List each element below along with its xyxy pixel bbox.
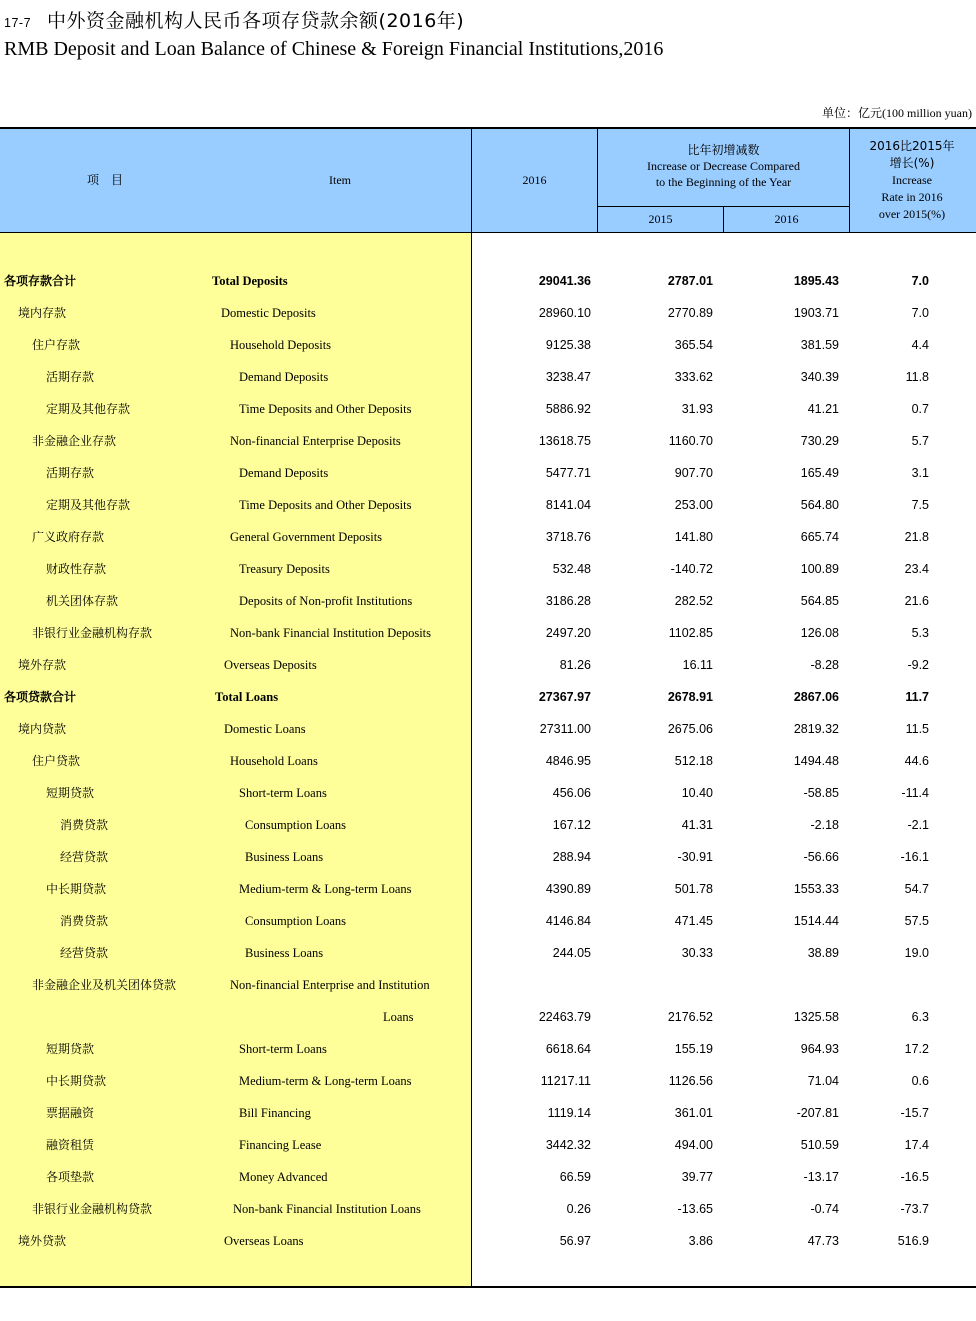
row-label-en: Domestic Loans <box>224 722 306 736</box>
row-label-cn: 各项贷款合计 <box>4 690 77 704</box>
change-2016: 100.89 <box>800 562 839 576</box>
row-label-en: Medium-term & Long-term Loans <box>239 1074 412 1088</box>
change-2015: 16.11 <box>682 658 713 672</box>
value-2016: 28960.10 <box>538 306 591 320</box>
table-row <box>0 489 976 521</box>
row-label-en: Household Deposits <box>230 338 332 352</box>
row-label-en: Demand Deposits <box>239 370 329 384</box>
growth-rate: -11.4 <box>901 786 929 800</box>
change-2015: 30.33 <box>681 946 713 960</box>
row-label-cn: 各项垫款 <box>46 1170 95 1184</box>
table-row <box>0 553 976 585</box>
row-label-cn: 财政性存款 <box>46 562 107 576</box>
change-2016: 730.29 <box>800 434 839 448</box>
table-row <box>0 457 976 489</box>
value-2016: 27311.00 <box>539 722 591 736</box>
change-2016: 1903.71 <box>793 306 839 320</box>
value-2016: 0.26 <box>566 1202 591 1216</box>
row-label-cn: 活期存款 <box>46 370 95 384</box>
change-2015: 1160.70 <box>668 434 713 448</box>
table-row <box>0 425 976 457</box>
header-item-cn: 项 目 <box>86 173 123 187</box>
growth-rate: 7.5 <box>911 498 929 512</box>
row-label-en: Bill Financing <box>239 1106 311 1120</box>
growth-rate: 11.7 <box>905 690 929 704</box>
bottom-rule <box>0 1286 976 1288</box>
value-2016: 29041.36 <box>538 274 591 288</box>
row-label-en: Overseas Deposits <box>224 658 317 672</box>
row-label-cn: 消费贷款 <box>60 818 109 832</box>
change-2015: 282.52 <box>674 594 713 608</box>
row-label-en: Consumption Loans <box>245 818 347 832</box>
table-row <box>0 329 976 361</box>
change-2015: 2770.89 <box>667 306 713 320</box>
table-row <box>0 393 976 425</box>
row-label-en: Overseas Loans <box>224 1234 304 1248</box>
change-2016: -207.81 <box>796 1106 839 1120</box>
change-2016: -56.66 <box>803 850 839 864</box>
change-2015: 10.40 <box>681 786 713 800</box>
row-label-cn: 活期存款 <box>46 466 95 480</box>
row-label-cn: 短期贷款 <box>46 786 95 800</box>
change-2015: 141.80 <box>674 530 713 544</box>
change-2015: 501.78 <box>674 882 713 896</box>
change-2015: 39.77 <box>681 1170 713 1184</box>
subheader-rule <box>597 206 849 207</box>
header-change <box>598 142 849 190</box>
value-2016: 13618.75 <box>538 434 591 448</box>
growth-rate: 17.4 <box>904 1138 929 1152</box>
change-2015: 2678.91 <box>667 690 713 704</box>
change-2016: 1553.33 <box>793 882 839 896</box>
growth-rate: 7.0 <box>911 274 929 288</box>
row-label-en: Domestic Deposits <box>221 306 316 320</box>
row-label-cn: 消费贷款 <box>60 914 109 928</box>
change-2016: 665.74 <box>800 530 839 544</box>
row-label-en: Deposits of Non-profit Institutions <box>239 594 413 608</box>
change-2016: 165.49 <box>800 466 839 480</box>
unit-label <box>822 104 972 121</box>
row-label-cn: 境外存款 <box>18 658 67 672</box>
change-2015: 1102.85 <box>668 626 713 640</box>
change-2015: 2176.52 <box>667 1010 713 1024</box>
growth-rate: 5.3 <box>911 626 929 640</box>
table-row <box>0 809 976 841</box>
table-row <box>0 1065 976 1097</box>
page-title-cn <box>4 6 464 33</box>
value-2016: 3186.28 <box>545 594 591 608</box>
table-number: 17-7 <box>4 16 32 30</box>
value-2016: 4846.95 <box>545 754 591 768</box>
row-label-cn: 非金融企业及机关团体贷款 <box>32 978 177 992</box>
growth-rate: 5.7 <box>911 434 929 448</box>
growth-rate: 54.7 <box>904 882 929 896</box>
change-2015: 361.01 <box>674 1106 713 1120</box>
header-growth-cn2: 增长(%) <box>889 156 935 170</box>
value-2016: 288.94 <box>552 850 591 864</box>
header-growth-cn1: 2016比2015年 <box>869 139 955 153</box>
row-label-cn: 融资租赁 <box>46 1138 95 1152</box>
growth-rate: 44.6 <box>904 754 929 768</box>
row-label-en: Household Loans <box>230 754 318 768</box>
value-2016: 244.05 <box>552 946 591 960</box>
change-2015: -30.91 <box>677 850 713 864</box>
value-2016: 11217.11 <box>540 1074 591 1088</box>
header-growth-en1: Increase <box>892 173 932 187</box>
value-2016: 3238.47 <box>545 370 591 384</box>
change-2015: 155.19 <box>674 1042 713 1056</box>
value-2016: 4390.89 <box>545 882 591 896</box>
table-row <box>0 1193 976 1225</box>
change-2016: 71.04 <box>807 1074 839 1088</box>
value-2016: 5477.71 <box>545 466 591 480</box>
table-row <box>0 745 976 777</box>
change-2015: -13.65 <box>677 1202 713 1216</box>
change-2015: -140.72 <box>670 562 713 576</box>
row-label-cn: 境外贷款 <box>18 1234 67 1248</box>
row-label-cn: 定期及其他存款 <box>46 402 131 416</box>
row-label-cn: 经营贷款 <box>60 946 109 960</box>
growth-rate: 0.7 <box>911 402 929 416</box>
header-change-en1: Increase or Decrease Compared <box>647 159 800 173</box>
value-2016: 4146.84 <box>545 914 591 928</box>
growth-rate: 21.6 <box>904 594 929 608</box>
table-row <box>0 1097 976 1129</box>
row-label-cn: 境内贷款 <box>18 722 67 736</box>
header-sub-2015: 2015 <box>648 212 673 226</box>
growth-rate: 7.0 <box>911 306 929 320</box>
table-row <box>0 841 976 873</box>
change-2015: 253.00 <box>674 498 713 512</box>
change-2016: 1895.43 <box>793 274 839 288</box>
value-2016: 5886.92 <box>545 402 591 416</box>
change-2016: 964.93 <box>800 1042 839 1056</box>
row-label-en: Short-term Loans <box>239 786 327 800</box>
row-label-cn: 住户贷款 <box>32 754 81 768</box>
table-row <box>0 649 976 681</box>
row-label-cn: 住户存款 <box>32 338 81 352</box>
row-label-en: Business Loans <box>245 946 324 960</box>
change-2016: 1494.48 <box>793 754 839 768</box>
row-label-cn: 各项存款合计 <box>4 274 77 288</box>
value-2016: 56.97 <box>559 1234 591 1248</box>
change-2016: 564.85 <box>800 594 839 608</box>
change-2016: 510.59 <box>800 1138 839 1152</box>
change-2015: 2675.06 <box>667 722 713 736</box>
value-2016: 456.06 <box>552 786 591 800</box>
row-label-en: Business Loans <box>245 850 324 864</box>
unit-cn: 单位：亿元 <box>821 106 882 120</box>
row-label-cn: 非金融企业存款 <box>32 434 117 448</box>
row-label-en: Time Deposits and Other Deposits <box>239 402 412 416</box>
table-row <box>0 297 976 329</box>
change-2016: 2867.06 <box>793 690 839 704</box>
growth-rate: 3.1 <box>911 466 929 480</box>
top-rule <box>0 127 976 129</box>
row-label-cn: 中长期贷款 <box>46 1074 107 1088</box>
change-2015: 41.31 <box>681 818 713 832</box>
growth-rate: 19.0 <box>904 946 929 960</box>
row-label-cn: 票据融资 <box>46 1106 95 1120</box>
change-2015: 31.93 <box>681 402 713 416</box>
value-2016: 27367.97 <box>538 690 591 704</box>
change-2016: 47.73 <box>807 1234 839 1248</box>
change-2015: 512.18 <box>674 754 713 768</box>
change-2016: 381.59 <box>800 338 839 352</box>
table-row <box>0 713 976 745</box>
table-row <box>0 585 976 617</box>
header-growth-en3: over 2015(%) <box>878 207 946 221</box>
row-label-en: Time Deposits and Other Deposits <box>239 498 412 512</box>
row-label-en: Total Loans <box>215 690 279 704</box>
row-label-en: Loans <box>383 1010 414 1024</box>
row-label-cn: 非银行业金融机构贷款 <box>32 1202 153 1216</box>
table-row <box>0 681 976 713</box>
change-2015: 1126.56 <box>668 1074 713 1088</box>
growth-rate: 11.8 <box>905 370 929 384</box>
title-cn-text: 中外资金融机构人民币各项存贷款余额(2016年) <box>47 10 465 32</box>
change-2016: 340.39 <box>800 370 839 384</box>
change-2016: -8.28 <box>810 658 839 672</box>
row-label-cn: 广义政府存款 <box>32 530 105 544</box>
row-label-en: Treasury Deposits <box>239 562 330 576</box>
row-label-cn: 短期贷款 <box>46 1042 95 1056</box>
table-row <box>0 873 976 905</box>
change-2016: 41.21 <box>807 402 839 416</box>
table-row <box>0 1129 976 1161</box>
growth-rate: 17.2 <box>904 1042 929 1056</box>
value-2016: 8141.04 <box>545 498 591 512</box>
growth-rate: -73.7 <box>900 1202 929 1216</box>
table-row <box>0 1001 976 1033</box>
growth-rate: 6.3 <box>911 1010 929 1024</box>
change-2015: 365.54 <box>674 338 713 352</box>
growth-rate: 23.4 <box>904 562 929 576</box>
row-label-en: Short-term Loans <box>239 1042 327 1056</box>
change-2015: 907.70 <box>674 466 713 480</box>
value-2016: 3718.76 <box>545 530 591 544</box>
change-2016: 564.80 <box>800 498 839 512</box>
row-label-cn: 经营贷款 <box>60 850 109 864</box>
change-2016: 38.89 <box>807 946 839 960</box>
table-row <box>0 937 976 969</box>
change-2016: 2819.32 <box>793 722 839 736</box>
row-label-cn: 中长期贷款 <box>46 882 107 896</box>
table-row <box>0 969 976 1001</box>
table-row <box>0 521 976 553</box>
growth-rate: -16.5 <box>900 1170 929 1184</box>
unit-en: (100 million yuan) <box>882 106 972 120</box>
change-2016: 1325.58 <box>793 1010 839 1024</box>
value-2016: 81.26 <box>559 658 591 672</box>
growth-rate: 4.4 <box>911 338 929 352</box>
change-2015: 494.00 <box>674 1138 713 1152</box>
row-label-en: Consumption Loans <box>245 914 347 928</box>
row-label-en: Total Deposits <box>212 274 288 288</box>
growth-rate: 516.9 <box>897 1234 929 1248</box>
value-2016: 2497.20 <box>545 626 591 640</box>
change-2015: 2787.01 <box>667 274 713 288</box>
header-rule <box>0 232 976 233</box>
change-2015: 3.86 <box>688 1234 713 1248</box>
table-row <box>0 1225 976 1257</box>
value-2016: 66.59 <box>559 1170 591 1184</box>
header-year: 2016 <box>522 173 547 187</box>
growth-rate: -15.7 <box>900 1106 929 1120</box>
header-change-en2: to the Beginning of the Year <box>655 175 792 189</box>
row-label-en: Financing Lease <box>239 1138 322 1152</box>
value-2016: 22463.79 <box>538 1010 591 1024</box>
growth-rate: 57.5 <box>904 914 929 928</box>
row-label-cn: 境内存款 <box>18 306 67 320</box>
row-label-en: Non-financial Enterprise and Institution <box>230 978 430 992</box>
value-2016: 3442.32 <box>545 1138 591 1152</box>
change-2016: -0.74 <box>810 1202 839 1216</box>
growth-rate: -2.1 <box>907 818 929 832</box>
change-2016: 1514.44 <box>793 914 839 928</box>
row-label-cn: 非银行业金融机构存款 <box>32 626 153 640</box>
header-growth <box>850 138 974 223</box>
change-2016: -2.18 <box>810 818 839 832</box>
value-2016: 6618.64 <box>545 1042 591 1056</box>
value-2016: 532.48 <box>552 562 591 576</box>
row-label-cn: 机关团体存款 <box>46 594 119 608</box>
table-row <box>0 1161 976 1193</box>
change-2016: -58.85 <box>803 786 839 800</box>
header-item-en: Item <box>329 173 351 187</box>
table-row <box>0 905 976 937</box>
growth-rate: -16.1 <box>900 850 929 864</box>
growth-rate: 21.8 <box>904 530 929 544</box>
table-row <box>0 1033 976 1065</box>
row-label-cn: 定期及其他存款 <box>46 498 131 512</box>
page-title-en: RMB Deposit and Loan Balance of Chinese & Foreign Financial Institutions,2016 <box>4 38 664 60</box>
change-2015: 333.62 <box>674 370 713 384</box>
table-row <box>0 361 976 393</box>
header-sub-2016: 2016 <box>774 212 799 226</box>
row-label-en: Money Advanced <box>239 1170 328 1184</box>
change-2015: 471.45 <box>674 914 713 928</box>
value-2016: 167.12 <box>552 818 591 832</box>
row-label-en: Medium-term & Long-term Loans <box>239 882 412 896</box>
row-label-en: Non-bank Financial Institution Loans <box>233 1202 421 1216</box>
header-change-cn: 比年初增减数 <box>687 143 760 157</box>
change-2016: 126.08 <box>800 626 839 640</box>
change-2016: -13.17 <box>803 1170 839 1184</box>
row-label-en: Non-financial Enterprise Deposits <box>230 434 401 448</box>
growth-rate: -9.2 <box>907 658 929 672</box>
table-row <box>0 265 976 297</box>
table-row <box>0 617 976 649</box>
row-label-en: Non-bank Financial Institution Deposits <box>230 626 432 640</box>
value-2016: 1119.14 <box>547 1106 591 1120</box>
growth-rate: 11.5 <box>905 722 929 736</box>
row-label-en: General Government Deposits <box>230 530 383 544</box>
growth-rate: 0.6 <box>911 1074 929 1088</box>
table-row <box>0 777 976 809</box>
value-2016: 9125.38 <box>545 338 591 352</box>
row-label-en: Demand Deposits <box>239 466 329 480</box>
header-growth-en2: Rate in 2016 <box>881 190 943 204</box>
